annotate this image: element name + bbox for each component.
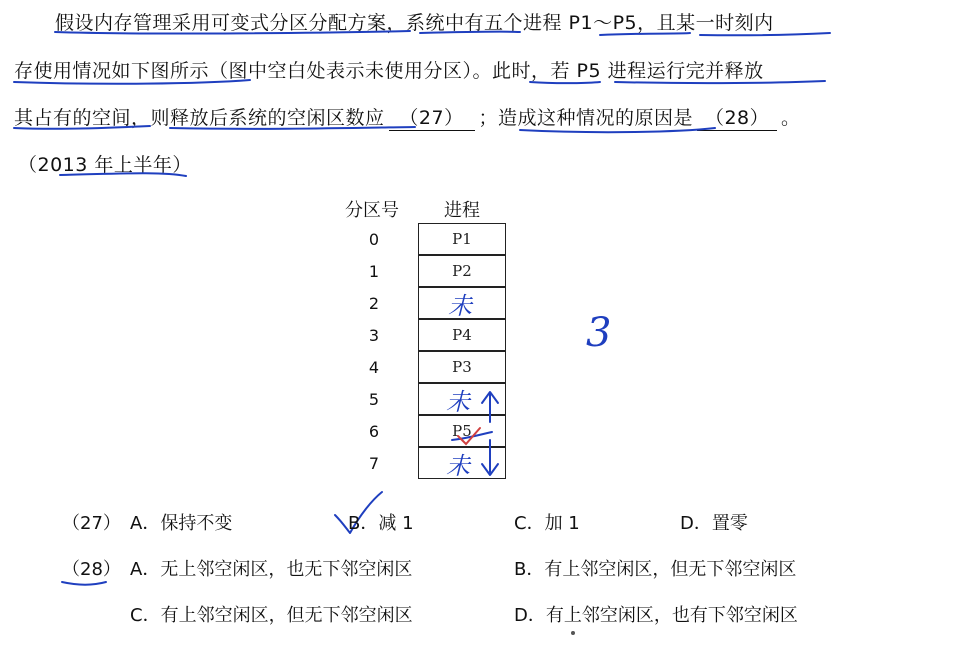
q28-option-b-letter: B． <box>514 559 545 580</box>
q27-option-d-letter: D． <box>680 513 712 534</box>
handwritten-answer-count: 3 <box>586 310 612 356</box>
q27-option-b-letter: B． <box>348 513 379 534</box>
partition-cell-4: P3 <box>418 351 506 383</box>
blank-27: （27） <box>389 103 475 131</box>
partition-cell-6: P5 <box>418 415 506 447</box>
handwritten-free-mark-7: 未 <box>446 452 470 480</box>
cursor-dot <box>571 631 575 635</box>
q27-option-d[interactable] <box>680 509 748 535</box>
q27-number: （27） <box>62 513 121 534</box>
partition-index-6: 6 <box>368 422 380 441</box>
blank-28: （28） <box>697 103 777 131</box>
q28-option-c[interactable] <box>130 601 413 627</box>
q27-option-b-text: 减 1 <box>378 513 414 534</box>
q28-option-c-text: 有上邻空闲区，但无下邻空闲区 <box>160 605 413 626</box>
q27-option-a-text: 保持不变 <box>160 513 233 534</box>
q28-option-b[interactable] <box>514 555 796 581</box>
partition-cell-0: P1 <box>418 223 506 255</box>
underline-q28 <box>62 582 106 585</box>
q27-option-c-letter: C． <box>514 513 545 534</box>
partition-index-2: 2 <box>368 294 380 313</box>
question-line-3-middle: ；造成这种情况的原因是 <box>478 107 694 129</box>
handwritten-free-mark-2: 未 <box>448 292 472 320</box>
q27-option-a[interactable] <box>130 509 232 535</box>
question-line-3-start: 其占有的空间，则释放后系统的空闲区数应 <box>14 107 385 129</box>
handwritten-free-mark-5: 未 <box>446 388 470 416</box>
header-process: 进程 <box>444 200 480 221</box>
q27-option-c[interactable] <box>514 509 580 535</box>
question-line-3-end: 。 <box>781 107 801 129</box>
question-line-3 <box>14 103 801 131</box>
q28-option-d-text: 有上邻空闲区，也有下邻空闲区 <box>545 605 798 626</box>
question-year: （2013 年上半年） <box>18 154 192 176</box>
question-line-2: 存使用情况如下图所示（图中空白处表示未使用分区）。此时，若 P5 进程运行完并释放 <box>14 60 764 82</box>
partition-index-3: 3 <box>368 326 380 345</box>
partition-index-1: 1 <box>368 262 380 281</box>
partition-cell-3: P4 <box>418 319 506 351</box>
q27-option-c-text: 加 1 <box>544 513 580 534</box>
q28-option-c-letter: C． <box>130 605 161 626</box>
q28-option-a-letter: A． <box>130 559 161 580</box>
q28-option-a[interactable] <box>130 555 412 581</box>
question-line-1: 假设内存管理采用可变式分区分配方案，系统中有五个进程 P1～P5，且某一时刻内 <box>55 12 774 34</box>
partition-index-4: 4 <box>368 358 380 377</box>
partition-index-5: 5 <box>368 390 380 409</box>
q27-option-d-text: 置零 <box>711 513 748 534</box>
partition-index-7: 7 <box>368 454 380 473</box>
q28-number: （28） <box>62 559 121 580</box>
partition-index-0: 0 <box>368 230 380 249</box>
q28-option-d-letter: D． <box>514 605 546 626</box>
q27-option-a-letter: A． <box>130 513 161 534</box>
partition-cell-1: P2 <box>418 255 506 287</box>
q28-option-b-text: 有上邻空闲区，但无下邻空闲区 <box>544 559 797 580</box>
q28-option-a-text: 无上邻空闲区，也无下邻空闲区 <box>160 559 413 580</box>
q27-option-b[interactable] <box>348 509 414 535</box>
header-partition-number: 分区号 <box>345 200 399 221</box>
q28-option-d[interactable] <box>514 601 798 627</box>
